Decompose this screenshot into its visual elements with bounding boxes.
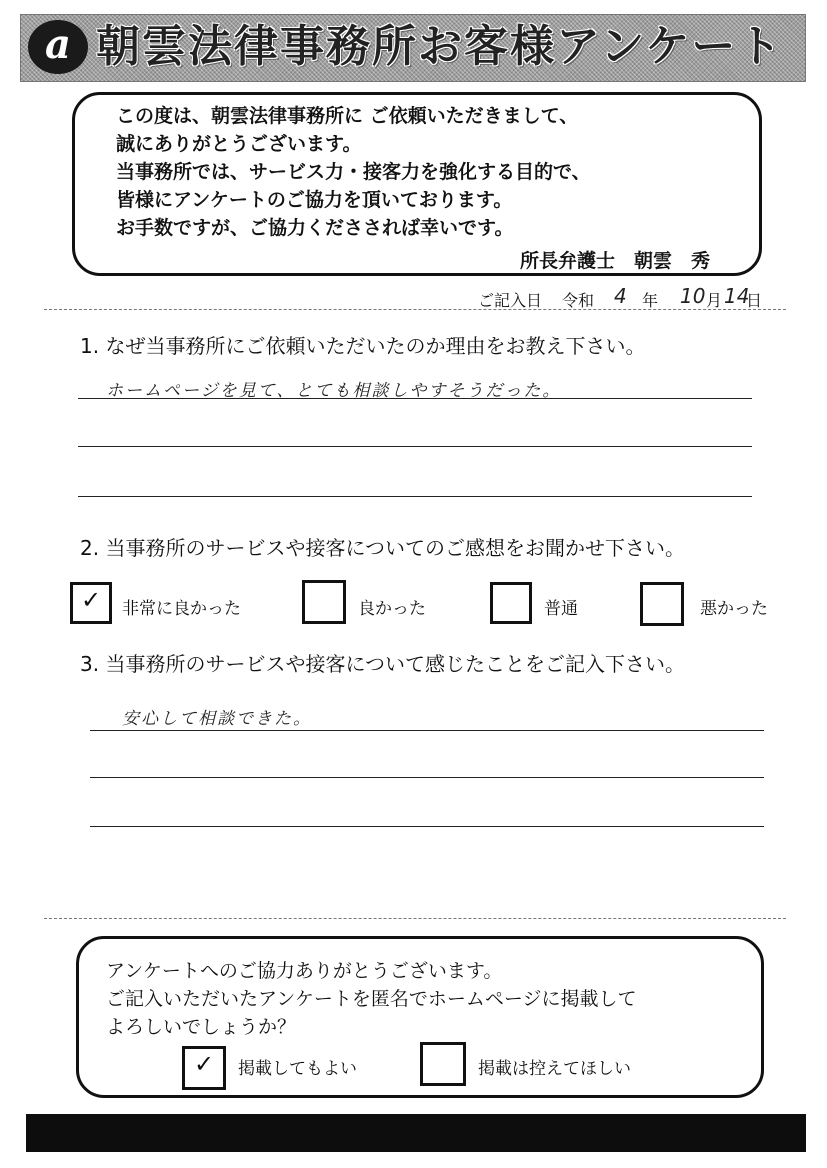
greeting-line: 皆様にアンケートのご協力を頂いております。 xyxy=(116,189,513,211)
signature: 所長弁護士 朝雲 秀 xyxy=(520,250,711,272)
date-day-value[interactable]: 14 xyxy=(724,284,750,308)
logo-icon: a xyxy=(28,20,88,74)
greeting-line: 誠にありがとうございます。 xyxy=(116,133,362,155)
date-era: 令和 xyxy=(562,291,595,310)
date-day-unit: 日 xyxy=(746,291,763,310)
option-label-publish-no: 掲載は控えてほしい xyxy=(478,1059,631,1079)
answer-1[interactable]: ホームページを見て、とても相談しやすそうだった。 xyxy=(106,381,562,401)
date-month-value[interactable]: 10 xyxy=(680,284,706,308)
consent-line: よろしいでしょうか？ xyxy=(106,1016,297,1038)
checkbox-bad[interactable] xyxy=(640,582,684,626)
checkbox-publish-ok[interactable]: ✓ xyxy=(182,1046,226,1090)
checkbox-average[interactable] xyxy=(490,582,532,624)
question-3: 3. 当事務所のサービスや接客について感じたことをご記入下さい。 xyxy=(80,652,686,676)
checkbox-very-good[interactable]: ✓ xyxy=(70,582,112,624)
answer-3[interactable]: 安心して相談できた。 xyxy=(122,709,312,729)
question-2: 2. 当事務所のサービスや接客についてのご感想をお聞かせ下さい。 xyxy=(80,536,686,560)
answer-line xyxy=(90,777,764,778)
checkbox-publish-no[interactable] xyxy=(420,1042,466,1086)
greeting-line: この度は、朝雲法律事務所に ご依頼いただきまして、 xyxy=(116,105,579,127)
date-year-value[interactable]: 4 xyxy=(614,284,627,308)
date-month-unit: 月 xyxy=(706,291,723,310)
answer-line xyxy=(90,826,764,827)
divider xyxy=(44,918,786,919)
consent-line: ご記入いただいたアンケートを匿名でホームページに掲載して xyxy=(106,988,637,1010)
option-label-very-good: 非常に良かった xyxy=(122,599,241,619)
date-year-unit: 年 xyxy=(642,291,659,310)
answer-line xyxy=(78,446,752,447)
answer-line xyxy=(78,398,752,399)
greeting-line: お手数ですが、ご協力くださされば幸いです。 xyxy=(116,217,514,239)
option-label-good: 良かった xyxy=(358,599,426,619)
footer-bar xyxy=(26,1114,806,1152)
page-title: 朝雲法律事務所お客様アンケート xyxy=(96,21,784,72)
consent-line: アンケートへのご協力ありがとうございます。 xyxy=(106,960,503,982)
divider xyxy=(44,309,786,310)
greeting-line: 当事務所では、サービス力・接客力を強化する目的で、 xyxy=(116,161,591,183)
option-label-publish-ok: 掲載してもよい xyxy=(238,1059,357,1079)
checkbox-good[interactable] xyxy=(302,580,346,624)
answer-line xyxy=(90,730,764,731)
answer-line xyxy=(78,496,752,497)
question-1: 1. なぜ当事務所にご依頼いただいたのか理由をお教え下さい。 xyxy=(80,334,646,358)
option-label-bad: 悪かった xyxy=(700,599,768,619)
option-label-average: 普通 xyxy=(544,599,578,619)
date-label: ご記入日 xyxy=(478,291,543,310)
